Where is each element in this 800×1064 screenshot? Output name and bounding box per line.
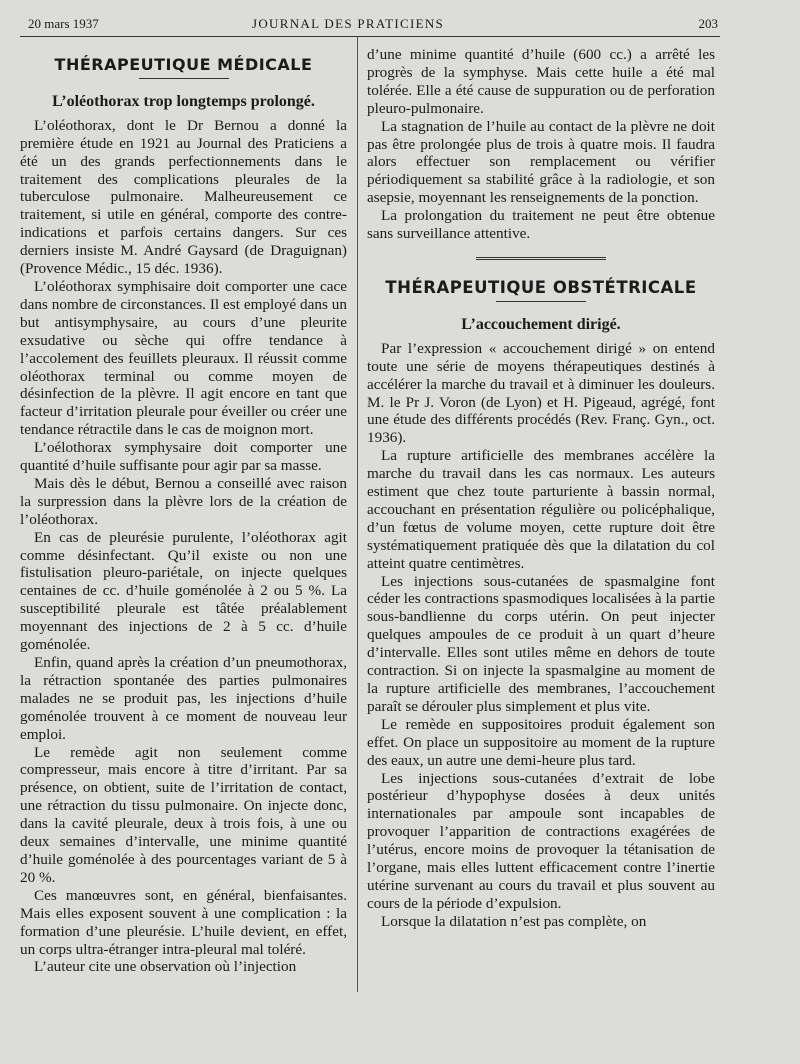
paragraph: L’oléothorax symphisaire doit comporter une cace dans nombre de circonstances. Il est employé dans un but antisymphysaire, au cours d’une pleurite exsudative ou sèche qui offre tendance à l’accolement des feuillets pleuraux. Il réussit comme oléothorax terminal ou comme moyen de désinfection de la plèvre. Il agit encore en tant que facteur d’irritation pleurale pour éveiller ou créer une tendance rétractile dans le cas de moignon mort. xyxy=(20,277,347,439)
paragraph: d’une minime quantité d’huile (600 cc.) a arrêté les progrès de la symphyse. Mais cette huile a été mal tolérée. Elle a été cause de suppuration ou de perforation pleuro-pulmonaire. xyxy=(367,46,715,117)
paragraph: Ces manœuvres sont, en général, bienfaisantes. Mais elles exposent souvent à une complication : la formation d’une pleurésie. L’huile devient, en effet, un corps ultra-étranger intra-pleural mal toléré. xyxy=(20,886,347,958)
section-title-medicale: THÉRAPEUTIQUE MÉDICALE xyxy=(54,55,313,74)
page-number: 203 xyxy=(698,16,718,31)
paragraph: En cas de pleurésie purulente, l’oléothorax agit comme désinfectant. Qu’il existe ou non une fistulisation pleuro-pariétale, on injecte quelques centaines de cc. d’huile goménolée à 2 ou 5 %. La susceptibilité pleurale est tâtée préalablement moyennant des injections de 2 à 5 cc. d’huile goménolée. xyxy=(20,528,347,654)
page-header xyxy=(28,16,718,36)
header-rule xyxy=(20,36,720,37)
paragraph: L’oélothorax symphysaire doit comporter une quantité d’huile suffisante pour agir par sa masse. xyxy=(20,439,347,475)
paragraph: L’auteur cite une observation où l’injection xyxy=(34,958,297,976)
paragraph: Par l’expression « accouchement dirigé » on entend toute une série de moyens thérapeutiques destinés à accélérer la marche du travail et à diminuer les douleurs. M. le Pr J. Voron (de Lyon) et H. Pigeaud, agrégé, font une étude des différents procédés (Rev. Franç. Gyn., oct. 1936). xyxy=(367,339,715,447)
header-date: 20 mars 1937 xyxy=(28,16,99,31)
section-title-obstetricale: THÉRAPEUTIQUE OBSTÉTRICALE xyxy=(385,277,697,297)
paragraph: Le remède en suppositoires produit également son effet. On place un suppositoire au moment de la rupture des eaux, un autre une demi-heure plus tard. xyxy=(367,715,715,769)
paragraph: L’oléothorax, dont le Dr Bernou a donné la première étude en 1921 au Journal des Praticiens a été un des grands perfectionnements dans le traitement des complications pleurales de la tuberculose pulmonaire. Malheureusement ce traitement, si utile en général, comporte des contre-indications et parfois certains dangers. Sur ces derniers insiste M. André Gaysard (de Draguignan) (Provence Médic., 15 déc. 1936). xyxy=(20,116,347,278)
article-title-accouchement: L’accouchement dirigé. xyxy=(461,315,621,333)
paragraph: Le remède agit non seulement comme compresseur, mais encore à titre d’irritant. Par sa présence, on obtient, suite de l’irritation de contact, une rétraction du tissu pulmonaire. On injecte donc, dans la cavité pleurale, deux à trois fois, à une ou deux semaines d’intervalle, une minime quantité d’huile goménolée à des pourcentages variant de 5 à 20 %. xyxy=(20,743,347,886)
section-separator xyxy=(476,257,606,263)
paragraph: Lorsque la dilatation n’est pas complète, on xyxy=(381,912,647,930)
paragraph: Enfin, quand après la création d’un pneumothorax, la rétraction spontanée des parties pulmonaires malades ne se produit pas, les injections d’huile goménolée trouvent à ce moment de nouveau leur emploi. xyxy=(20,654,347,743)
column-divider xyxy=(357,37,358,992)
section-rule xyxy=(139,78,229,79)
paragraph: Mais dès le début, Bernou a conseillé avec raison la surpression dans la plèvre lors de la création de l’oléothorax. xyxy=(20,474,347,528)
right-column xyxy=(367,46,715,931)
journal-title: JOURNAL DES PRATICIENS xyxy=(252,16,445,31)
section-rule xyxy=(496,301,586,302)
paragraph: La prolongation du traitement ne peut être obtenue sans surveillance attentive. xyxy=(367,207,715,243)
article-title-oleothorax: L’oléothorax trop longtemps prolongé. xyxy=(52,92,315,110)
paragraph: La stagnation de l’huile au contact de la plèvre ne doit pas être prolongée plus de trois à quatre mois. Il faudra alors effectuer son remplacement ou vérifier périodiquement sa stabilité grâce à la radiologie, et son asepsie, moyennant les renseignements de la ponction. xyxy=(367,117,715,207)
paragraph: La rupture artificielle des membranes accélère la marche du travail dans les cas normaux. Les auteurs estiment que chez toute parturiente à bassin normal, accouchant en présentation régulière ou policéphalique, d’un fœtus de volume moyen, cette rupture doit être systématiquement pratiquée dès que la dilatation du col atteint quatre centimètres. xyxy=(367,447,715,572)
paragraph: Les injections sous-cutanées de spasmalgine font céder les contractions spasmodiques localisées à la partie sous-bandlienne du corps utérin. On peut injecter quelques ampoules de ce produit à un quart d’heure d’intervalle. Elles sont utiles même en dehors de toute contraction. Si on injecte la spasmalgine au moment de la rupture artificielle des membranes, l’accouchement paraît se dérouler plus simplement et plus vite. xyxy=(367,572,715,715)
paragraph: Les injections sous-cutanées d’extrait de lobe postérieur d’hypophyse dosées à deux unités internationales par ampoule sont incapables de provoquer l’apparition de contractions exagérées de l’utérus, encore moins de provoquer la tétanisation de l’organe, mais elles luttent efficacement contre l’inertie utérine survenant au cours du travail et plus souvent au cours de la période d’expulsion. xyxy=(367,769,715,912)
left-column xyxy=(20,48,347,976)
